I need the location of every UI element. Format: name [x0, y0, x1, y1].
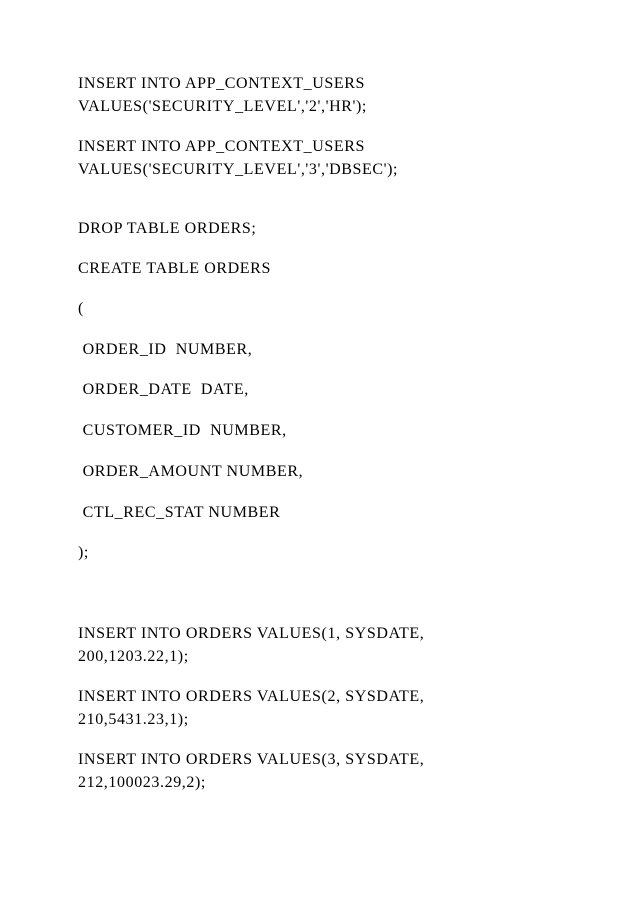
sql-line-insert-orders-3: INSERT INTO ORDERS VALUES(3, SYSDATE, [78, 751, 425, 768]
sql-line-ctl-rec-stat: CTL_REC_STAT NUMBER [78, 504, 281, 521]
sql-line-values-orders-1: 200,1203.22,1); [78, 648, 189, 665]
sql-line-values-hr: VALUES('SECURITY_LEVEL','2','HR'); [78, 98, 367, 115]
sql-line-insert-app-context-1: INSERT INTO APP_CONTEXT_USERS [78, 75, 365, 92]
sql-line-insert-orders-1: INSERT INTO ORDERS VALUES(1, SYSDATE, [78, 625, 425, 642]
sql-line-order-id: ORDER_ID NUMBER, [78, 341, 253, 358]
sql-line-insert-orders-2: INSERT INTO ORDERS VALUES(2, SYSDATE, [78, 688, 425, 705]
sql-line-customer-id: CUSTOMER_ID NUMBER, [78, 422, 287, 439]
sql-line-values-dbsec: VALUES('SECURITY_LEVEL','3','DBSEC'); [78, 161, 399, 178]
sql-line-drop-table: DROP TABLE ORDERS; [78, 220, 257, 237]
sql-line-values-orders-3: 212,100023.29,2); [78, 774, 206, 791]
sql-line-order-amount: ORDER_AMOUNT NUMBER, [78, 463, 304, 480]
sql-line-close-paren: ); [78, 544, 89, 561]
sql-line-values-orders-2: 210,5431.23,1); [78, 711, 189, 728]
sql-line-open-paren: ( [78, 300, 84, 317]
sql-line-create-table: CREATE TABLE ORDERS [78, 260, 271, 277]
sql-line-order-date: ORDER_DATE DATE, [78, 381, 249, 398]
sql-line-insert-app-context-2: INSERT INTO APP_CONTEXT_USERS [78, 138, 365, 155]
